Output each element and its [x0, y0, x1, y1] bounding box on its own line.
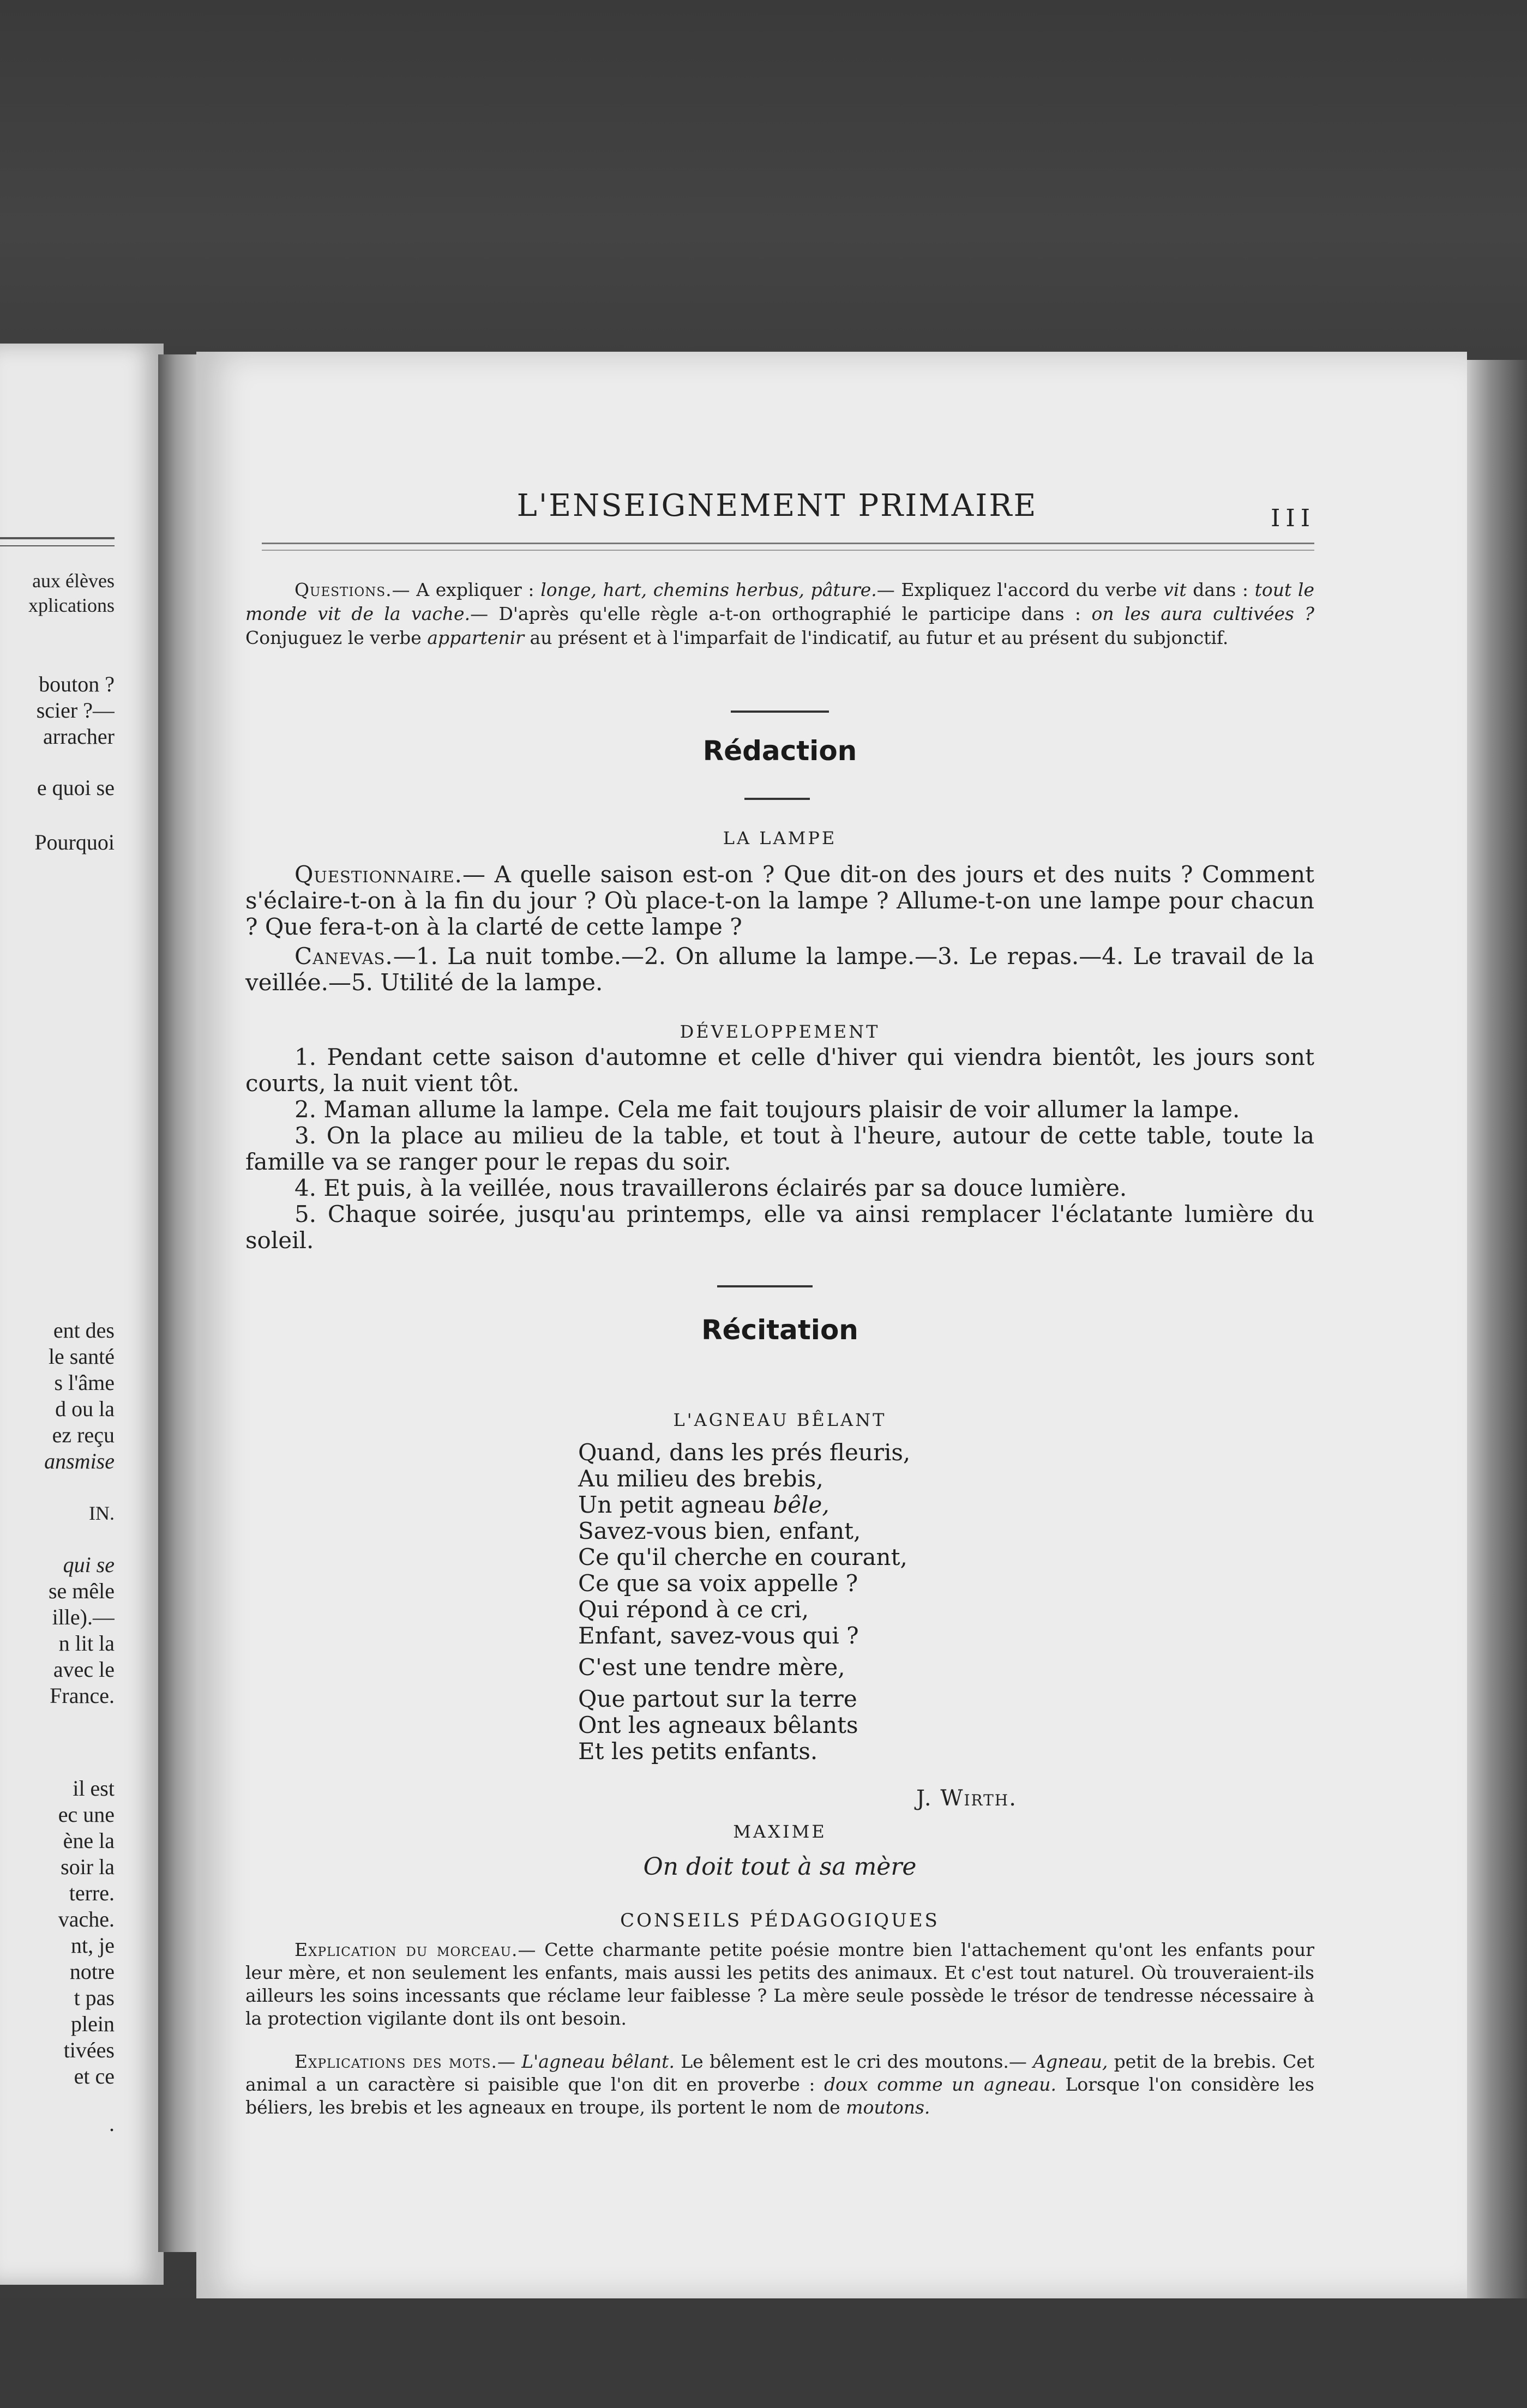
explication-label: Explication du morceau.: [294, 1939, 518, 1960]
left-page: [0, 344, 164, 2285]
left-fragment: n lit la: [58, 1631, 115, 1656]
left-fragment: ez reçu: [52, 1423, 115, 1447]
left-fragment: bouton ?: [39, 672, 115, 696]
left-fragment: ansmise: [44, 1449, 115, 1473]
questions-quote: tout le monde vit de la vache.: [245, 579, 1315, 624]
questionnaire-text: — A quelle saison est-on ? Que dit-on des jours et des nuits ? Comment s'éclaire-t-on à la fin du jour ? Où place-t-on la lampe ? Allume-t-on une lampe pour chacun ? Que fera-t-on à la clarté de cette lampe ?: [245, 861, 1314, 940]
left-fragment: scier ?—: [36, 698, 115, 723]
left-fragment: soir la: [61, 1855, 115, 1879]
left-fragment: ent des: [53, 1318, 115, 1343]
questions-paragraph: [245, 578, 1314, 650]
recitation-subtitle: L'AGNEAU BÊLANT: [673, 1410, 887, 1430]
canevas-label: Canevas.: [294, 943, 393, 970]
maxime-text: On doit tout à sa mère: [643, 1853, 917, 1881]
developpement-list: [245, 1044, 1314, 1254]
poem-line: Ce que sa voix appelle ?: [578, 1570, 858, 1597]
mots-text: Lorsque l'on considère les béliers, les brebis et les agneaux en troupe, ils portent le nom de: [245, 2074, 1314, 2118]
poem-line: Ont les agneaux bêlants: [578, 1712, 858, 1738]
mots-term: moutons.: [846, 2097, 930, 2118]
questions-text: — A expliquer :: [392, 579, 541, 600]
left-fragment: nt, je: [71, 1933, 115, 1958]
mots-paragraph: [245, 2050, 1314, 2119]
dark-background-bottom: [0, 2298, 1527, 2408]
questions-text: — D'après qu'elle règle a-t-on orthographié le participe dans :: [470, 603, 1092, 624]
poem-line: Ce qu'il cherche en courant,: [578, 1544, 907, 1570]
questions-text: — Expliquez l'accord du verbe: [876, 579, 1164, 600]
poem-line: Et les petits enfants.: [578, 1738, 818, 1765]
left-fragment: aux élèves: [32, 570, 115, 592]
left-fragment: avec le: [53, 1657, 115, 1682]
developpement-item: 4. Et puis, à la veillée, nous travaillerons éclairés par sa douce lumière.: [294, 1175, 1127, 1201]
explication-text: — Cette charmante petite poésie montre bien l'attachement qu'ont les enfants pour leur mère, et non seulement les enfants, mais aussi les petits des animaux. Et c'est tout naturel. Où trouveraient-ils ailleurs les soins incessants que réclame leur faiblesse ? La mère seule possède le trésor de tendresse nécessaire à la protection vigilante dont ils ont besoin.: [245, 1939, 1314, 2029]
left-fragment: qui se: [63, 1552, 115, 1577]
questionnaire-paragraph: [245, 862, 1314, 940]
left-fragment: e quoi se: [37, 775, 115, 800]
left-page-rule: [0, 545, 115, 546]
left-fragment: ec une: [58, 1802, 115, 1827]
developpement-item: 1. Pendant cette saison d'automne et celle d'hiver qui viendra bientôt, les jours sont courts, la nuit vient tôt.: [245, 1044, 1314, 1097]
mots-text: —: [497, 2051, 522, 2072]
left-fragment: Pourquoi: [34, 830, 115, 854]
questionnaire-label: Questionnaire.: [294, 861, 462, 888]
left-fragment: IN.: [89, 1502, 115, 1524]
mots-term: doux comme un agneau.: [823, 2074, 1057, 2095]
redaction-subtitle: LA LAMPE: [723, 828, 837, 848]
dark-background: [0, 0, 1527, 382]
questions-label: Questions.: [294, 579, 392, 600]
poem-author: J. Wirth.: [916, 1786, 1017, 1811]
explication-paragraph: [245, 1939, 1314, 2030]
questions-text: au présent et à l'imparfait de l'indicatif, au futur et au présent du subjonctif.: [524, 627, 1229, 648]
poem-line: Au milieu des brebis,: [578, 1465, 823, 1492]
book-spine: [158, 354, 202, 2252]
mots-text: petit de la brebis. Cet animal a un caractère si paisible que l'on dit en proverbe :: [245, 2051, 1314, 2095]
questions-vit: vit: [1163, 579, 1187, 600]
left-page-rule: [0, 537, 115, 539]
header-rule: [262, 550, 1314, 551]
section-rule: [744, 798, 810, 800]
questions-text: dans :: [1186, 579, 1255, 600]
mots-term: L'agneau bêlant.: [521, 2051, 675, 2072]
developpement-item: 5. Chaque soirée, jusqu'au printemps, elle va ainsi remplacer l'éclatante lumière du soleil.: [245, 1201, 1314, 1254]
canevas-paragraph: [245, 943, 1314, 996]
left-fragment: il est: [73, 1776, 115, 1801]
page-number: III: [1271, 504, 1316, 532]
poem-line: Savez-vous bien, enfant,: [578, 1518, 861, 1544]
left-fragment: .: [109, 2111, 115, 2136]
developpement-item: 3. On la place au milieu de la table, et tout à l'heure, autour de cette table, toute la famille va se ranger pour le repas du soir.: [245, 1122, 1314, 1175]
developpement-heading: DÉVELOPPEMENT: [680, 1021, 880, 1042]
poem-line: Qui répond à ce cri,: [578, 1596, 809, 1623]
poem-line-part: Un petit agneau: [578, 1491, 773, 1518]
mots-label: Explications des mots.: [294, 2051, 497, 2072]
page-edge-shadow: [1467, 360, 1527, 2301]
left-fragment: tivées: [63, 2038, 115, 2062]
poem-line: Quand, dans les prés fleuris,: [578, 1439, 911, 1466]
left-fragment: le santé: [48, 1344, 115, 1369]
running-title: L'ENSEIGNEMENT PRIMAIRE: [516, 488, 1038, 523]
questions-text: Conjuguez le verbe: [245, 627, 428, 648]
questions-quote: on les aura cultivées ?: [1091, 603, 1314, 624]
left-fragment: ille).—: [52, 1605, 115, 1629]
header-rule: [262, 543, 1314, 544]
canevas-text: —1. La nuit tombe.—2. On allume la lampe.—3. Le repas.—4. Le travail de la veillée.—5. Utilité de la lampe.: [245, 943, 1314, 996]
left-fragment: t pas: [74, 1985, 115, 2010]
poem: [578, 1440, 1069, 1765]
questions-words: longe, hart, chemins herbus, pâture.: [540, 579, 877, 600]
conseils-heading: CONSEILS PÉDAGOGIQUES: [620, 1910, 940, 1931]
poem-line: Enfant, savez-vous qui ?: [578, 1622, 859, 1649]
poem-line: [578, 1492, 1069, 1518]
left-fragment: xplications: [28, 594, 115, 616]
left-fragment: plein: [71, 2012, 115, 2036]
poem-line: C'est une tendre mère,: [578, 1654, 845, 1681]
left-fragment: France.: [50, 1683, 115, 1708]
questions-verb: appartenir: [427, 627, 525, 648]
recitation-heading: Récitation: [701, 1314, 858, 1346]
left-fragment: vache.: [58, 1907, 115, 1931]
left-fragment: s l'âme: [54, 1370, 115, 1395]
left-fragment: notre: [69, 1959, 115, 1984]
maxime-heading: MAXIME: [733, 1821, 827, 1842]
mots-term: Agneau,: [1033, 2051, 1108, 2072]
developpement-item: 2. Maman allume la lampe. Cela me fait toujours plaisir de voir allumer la lampe.: [294, 1096, 1240, 1123]
left-fragment: arracher: [43, 724, 115, 749]
left-fragment: terre.: [69, 1881, 115, 1905]
poem-line-italic: bêle,: [773, 1491, 829, 1518]
left-fragment: ène la: [63, 1828, 115, 1853]
left-fragment: d ou la: [55, 1396, 115, 1421]
left-fragment: et ce: [74, 2064, 115, 2088]
poem-line: Que partout sur la terre: [578, 1685, 857, 1712]
redaction-heading: Rédaction: [702, 735, 857, 767]
left-fragment: se mêle: [48, 1579, 115, 1603]
mots-text: Le bêlement est le cri des moutons.—: [674, 2051, 1033, 2072]
section-rule: [731, 711, 829, 713]
section-rule: [717, 1285, 813, 1287]
